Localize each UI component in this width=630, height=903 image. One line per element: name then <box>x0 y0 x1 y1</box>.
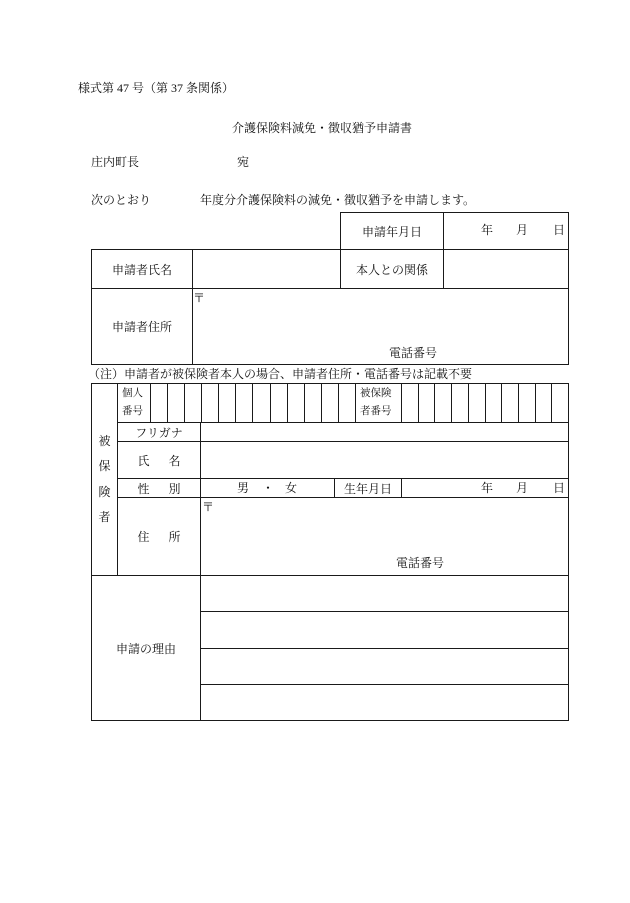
sex-option-male: 男 <box>237 481 250 495</box>
digit-box <box>151 384 168 422</box>
insured-name-label: 氏 名 <box>137 453 189 468</box>
relation-field <box>443 249 569 289</box>
insured-address-label: 住 所 <box>137 530 189 544</box>
digit-box <box>271 384 288 422</box>
insured-address-label-cell <box>117 497 201 576</box>
insured-phone-label: 電話番号 <box>396 556 445 570</box>
personal-number-label-cell <box>117 383 151 423</box>
digit-box <box>202 384 219 422</box>
application-date-field <box>443 212 569 250</box>
personal-number-label-line2: 番号 <box>122 406 143 417</box>
insured-name-label-cell <box>117 441 201 479</box>
digit-box <box>322 384 339 422</box>
intro-prefix: 次のとおり <box>91 193 152 207</box>
applicant-address-field <box>192 288 569 365</box>
digit-box <box>236 384 253 422</box>
digit-box <box>305 384 322 422</box>
sex-option-female: 女 <box>285 481 298 495</box>
reason-line <box>200 575 569 612</box>
digit-box <box>502 384 519 422</box>
intro-text: 年度分介護保険料の減免・徴収猶予を申請します。 <box>200 193 476 207</box>
applicant-address-label: 申請者住所 <box>111 320 172 334</box>
furigana-field <box>200 422 569 442</box>
reason-line <box>200 611 569 649</box>
digit-box <box>419 384 436 422</box>
digit-box <box>469 384 486 422</box>
insured-number-boxes <box>401 383 569 423</box>
applicant-phone-label: 電話番号 <box>389 346 438 360</box>
reason-label: 申請の理由 <box>115 641 176 656</box>
birth-date-year-unit: 年 <box>481 481 494 495</box>
sex-option-separator: ・ <box>262 481 275 495</box>
reason-label-cell <box>91 575 201 721</box>
digit-box <box>536 384 553 422</box>
applicant-address-label-cell <box>91 288 193 365</box>
reason-line <box>200 684 569 721</box>
personal-number-label-line1: 個人 <box>122 388 143 399</box>
applicant-name-label: 申請者氏名 <box>111 262 172 277</box>
addressee-suffix: 宛 <box>237 155 250 169</box>
digit-box <box>185 384 202 422</box>
applicant-postal-mark: 〒 <box>193 291 206 305</box>
digit-box <box>253 384 270 422</box>
relation-label-cell <box>340 249 444 289</box>
application-date-label: 申請年月日 <box>361 224 422 239</box>
application-date-month-unit: 月 <box>516 223 529 237</box>
digit-box <box>288 384 305 422</box>
insured-section-label-cell <box>91 383 118 576</box>
application-date-label-cell <box>340 212 444 250</box>
digit-box <box>452 384 469 422</box>
addressee: 庄内町長 <box>91 155 140 169</box>
birth-date-label-cell <box>334 478 402 498</box>
form-number: 様式第 47 号（第 37 条関係） <box>78 81 235 95</box>
insured-number-label-line1: 被保険 <box>360 388 392 399</box>
birth-date-month-unit: 月 <box>516 481 529 495</box>
furigana-label: フリガナ <box>135 425 183 440</box>
digit-box <box>519 384 536 422</box>
birth-date-day-unit: 日 <box>553 481 566 495</box>
digit-box <box>552 384 568 422</box>
digit-box <box>402 384 419 422</box>
digit-box <box>339 384 355 422</box>
insured-postal-mark: 〒 <box>202 500 215 514</box>
digit-box <box>435 384 452 422</box>
application-date-day-unit: 日 <box>553 223 566 237</box>
form-title: 介護保険料減免・徴収猶予申請書 <box>232 121 413 135</box>
application-date-year-unit: 年 <box>481 223 494 237</box>
digit-box <box>168 384 185 422</box>
note-text: （注）申請者が被保険者本人の場合、申請者住所・電話番号は記載不要 <box>88 367 473 381</box>
digit-box <box>219 384 236 422</box>
reason-line <box>200 648 569 685</box>
birth-date-label: 生年月日 <box>343 481 392 496</box>
insured-number-label-cell <box>355 383 402 423</box>
applicant-name-field <box>192 249 341 289</box>
furigana-label-cell <box>117 422 201 442</box>
applicant-name-label-cell <box>91 249 193 289</box>
insured-section-label: 被保険者 <box>98 433 111 524</box>
digit-box <box>486 384 503 422</box>
sex-label: 性 別 <box>137 481 189 496</box>
insured-name-field <box>200 441 569 479</box>
insured-address-field <box>200 497 569 576</box>
relation-label: 本人との関係 <box>355 262 428 277</box>
sex-label-cell <box>117 478 201 498</box>
insured-number-label-line2: 者番号 <box>360 406 392 417</box>
personal-number-boxes <box>150 383 356 423</box>
